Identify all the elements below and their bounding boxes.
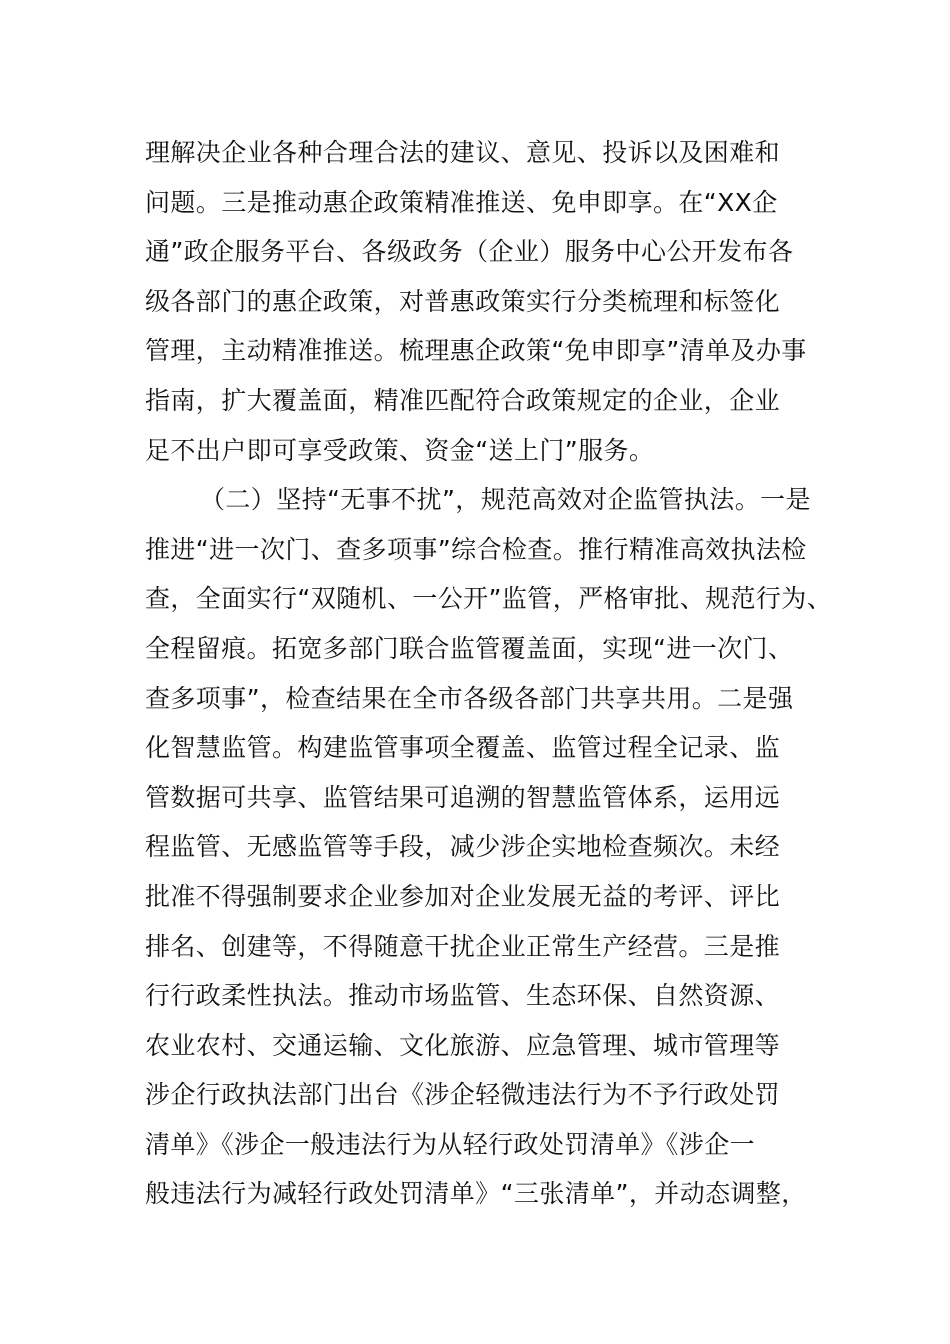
text-line: 全程留痕。拓宽多部门联合监管覆盖面，实现“进一次门、 xyxy=(145,633,794,663)
text-line: 般违法行为减轻行政处罚清单》“三张清单”，并动态调整， xyxy=(145,1179,807,1209)
text-line: 问题。三是推动惠企政策精准推送、免申即享。在“XX企 xyxy=(145,187,778,217)
text-line: 程监管、无感监管等手段，减少涉企实地检查频次。未经 xyxy=(145,832,781,862)
text-line: 理解决企业各种合理合法的建议、意见、投诉以及困难和 xyxy=(145,138,781,167)
text-line: 指南，扩大覆盖面，精准匹配符合政策规定的企业，企业 xyxy=(145,385,781,415)
text-line: 足不出户即可享受政策、资金“送上门”服务。 xyxy=(145,435,655,465)
text-line: 管数据可共享、监管结果可追溯的智慧监管体系，运用远 xyxy=(145,782,781,812)
text-line: 化智慧监管。构建监管事项全覆盖、监管过程全记录、监 xyxy=(145,733,781,763)
text-line: 涉企行政执法部门出台《涉企轻微违法行为不予行政处罚 xyxy=(145,1080,781,1110)
body-text xyxy=(145,128,833,1219)
text-line: 行行政柔性执法。推动市场监管、生态环保、自然资源、 xyxy=(145,981,781,1011)
text-line: 排名、创建等，不得随意干扰企业正常生产经营。三是推 xyxy=(145,931,781,961)
text-line: 清单》《涉企一般违法行为从轻行政处罚清单》《涉企一 xyxy=(145,1129,756,1159)
text-line: 批准不得强制要求企业参加对企业发展无益的考评、评比 xyxy=(145,881,781,911)
text-line: 查，全面实行“双随机、一公开”监管，严格审批、规范行为、 xyxy=(145,584,833,614)
section-heading-line: （二）坚持“无事不扰”，规范高效对企监管执法。一是 xyxy=(200,485,811,515)
text-line: 农业农村、交通运输、文化旅游、应急管理、城市管理等 xyxy=(145,1030,781,1060)
text-line: 管理，主动精准推送。梳理惠企政策“免申即享”清单及办事 xyxy=(145,336,807,366)
text-line: 推进“进一次门、查多项事”综合检查。推行精准高效执法检 xyxy=(145,534,807,564)
text-line: 查多项事”，检查结果在全市各级各部门共享共用。二是强 xyxy=(145,683,794,713)
text-line: 通”政企服务平台、各级政务（企业）服务中心公开发布各 xyxy=(145,237,794,267)
text-line: 级各部门的惠企政策，对普惠政策实行分类梳理和标签化 xyxy=(145,286,781,316)
